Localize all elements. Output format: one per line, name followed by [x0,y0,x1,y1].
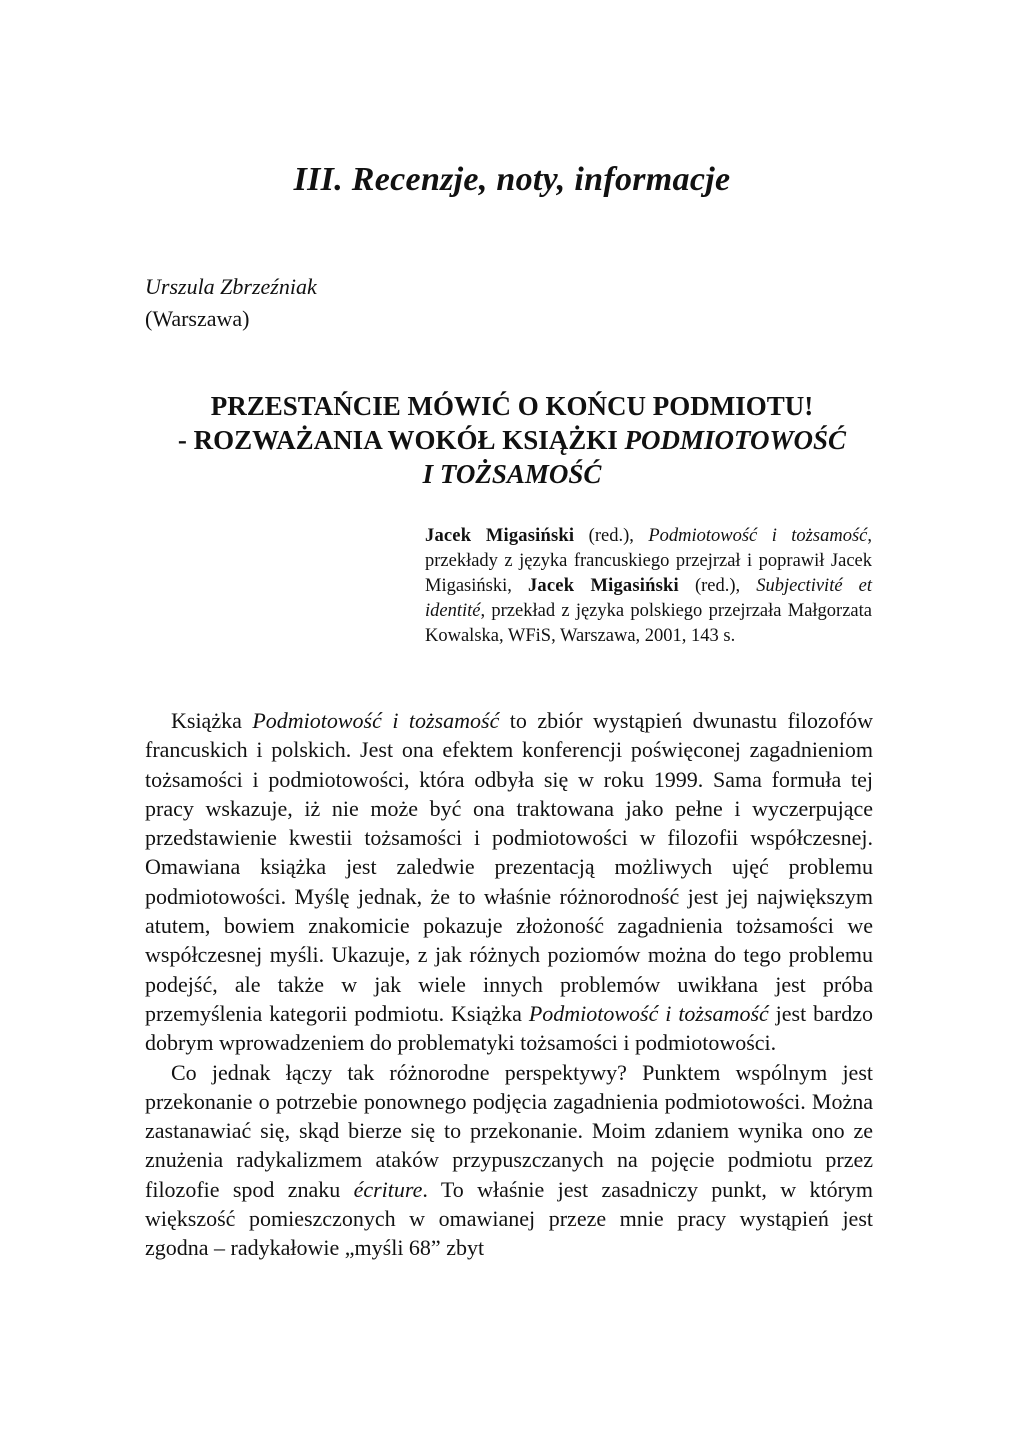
p1-text-a: Książka [171,708,253,733]
p1-text-c: jest bardzo dobrym wprowadzeniem do problematyki tożsamości i podmiotowości. [145,1000,873,1056]
article-title-line-3 [0,457,1024,491]
bibliographic-note [425,524,872,649]
bib-text-2: , przekład z języka polskiego przejrzała Małgorzata Kowalska, WFiS, Warszawa, 2001, 143 s. [425,601,872,646]
article-title-line-1: PRZESTAŃCIE MÓWIĆ O KOŃCU PODMIOTU! [210,391,814,421]
bib-editor-2: Jacek Migasiński [527,576,679,596]
article-title-line-2 [0,423,1024,457]
p1-book-title-a: Podmiotowość i tożsamość [252,708,500,733]
bib-text-1: , przekłady z języka francuskiego przejrzał i poprawił Jacek Migasiński, [425,526,872,596]
bib-red-2: (red.), [678,576,757,596]
paragraph-2 [145,1058,873,1263]
bib-book-title-2: Subjectivité et identité [425,576,872,621]
body-text [145,706,873,1263]
p1-book-title-b: Podmiotowość i tożsamość [528,1000,769,1026]
section-title: III. Recenzje, noty, informacje [293,161,731,198]
bib-book-title-1: Podmiotowość i tożsamość [648,526,868,546]
bib-editor-1: Jacek Migasiński [425,526,575,546]
author-block [145,271,317,335]
paragraph-1 [145,706,873,1058]
p2-text-b: . To właśnie jest zasadniczy punkt, w którym większość pomieszczonych w omawianej przeze mnie pracy wystąpień jest zgodna – radykałowie „myśli 68” zbyt [145,1176,874,1261]
p2-text-a: Co jednak łączy tak różnorodne perspektywy? Punktem wspólnym jest przekonanie o potrzebie ponownego podjęcia zagadnienia podmiotowości. Można zastanawiać się, skąd bierze się to przekonanie. Moim zdaniem wynika ono ze znużenia radykalizmem ataków przypuszczanych na pojęcie podmiotu przez filozofie spod znaku [145,1059,873,1202]
p2-term-ecriture: écriture [353,1176,423,1202]
article-title-book-part-1: PODMIOTOWOŚĆ [624,425,847,455]
bib-red-1: (red.), [574,526,649,546]
article-title [0,389,1024,491]
article-title-book-part-2: I TOŻSAMOŚĆ [422,459,602,489]
article-title-line-2-prefix: - ROZWAŻANIA WOKÓŁ KSIĄŻKI [177,425,625,455]
author-name: Urszula Zbrzeźniak [145,274,317,299]
p1-text-b: to zbiór wystąpień dwunastu filozofów francuskich i polskich. Jest ona efektem konferencji poświęconej zagadnieniom tożsamości i podmiotowości, która odbyła się w roku 1999. Sama formuła tej pracy wskazuje, iż nie może być ona traktowana jako pełne i wyczerpujące przedstawienie kwestii tożsamości i podmiotowości w filozofii współczesnej. Omawiana książka jest zaledwie prezentacją możliwych ujęć problemu podmiotowości. Myślę jednak, że to właśnie różnorodność jest jej największym atutem, bowiem znakomicie pokazuje złożoność zagadnienia tożsamości we współczesnej myśli. Ukazuje, z jak różnych poziomów można do tego problemu podejść, ale także w jak wiele innych problemów uwikłana jest próba przemyślenia kategorii podmiotu. Książka [145,708,873,1026]
author-place: (Warszawa) [145,306,250,331]
